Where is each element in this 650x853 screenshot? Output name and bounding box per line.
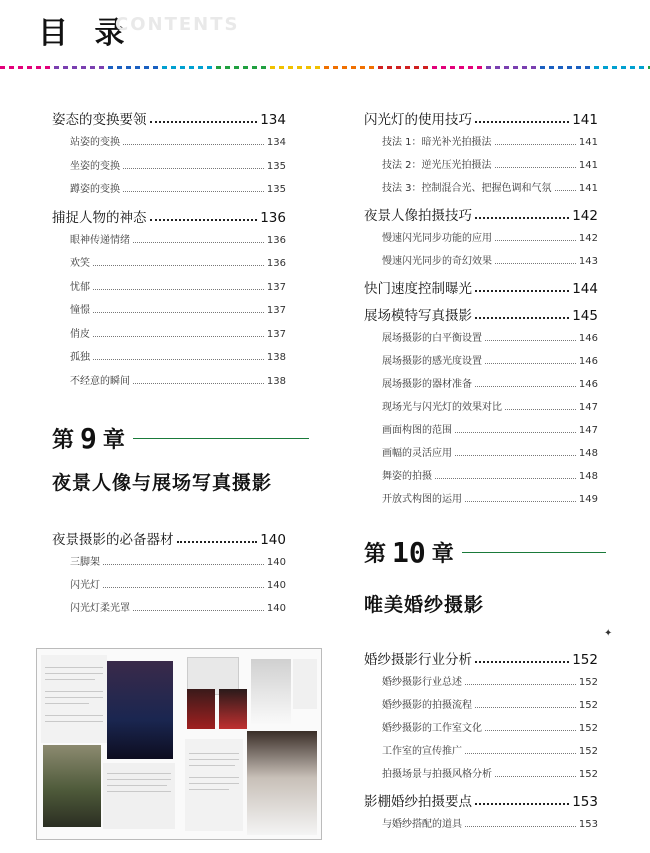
rainbow-dash <box>18 66 23 69</box>
page-number: 137 <box>266 281 286 293</box>
toc-subsection-entry <box>364 133 598 148</box>
toc-subsection-entry <box>52 231 286 246</box>
dot-leader <box>475 661 569 663</box>
rainbow-dash <box>630 66 635 69</box>
page-number: 141 <box>578 183 598 194</box>
toc-section-title: 婚纱摄影行业分析 <box>364 652 472 668</box>
chapter-10-number: 10 <box>392 536 426 569</box>
toc-subsection-entry <box>364 765 598 780</box>
toc-section-entry <box>364 790 598 810</box>
dot-leader <box>555 190 576 191</box>
toc-subsection-title: 慢速闪光同步功能的应用 <box>382 233 492 244</box>
toc-subsection-title: 闪光灯 <box>70 580 100 591</box>
toc-subsection-title: 站姿的变换 <box>70 137 120 148</box>
page-number: 145 <box>572 308 598 324</box>
dot-leader <box>485 730 576 731</box>
dot-leader <box>475 803 569 805</box>
page-number: 146 <box>578 333 598 344</box>
toc-subsection-title: 婚纱摄影的拍摄流程 <box>382 700 472 711</box>
rainbow-dash <box>621 66 626 69</box>
toc-subsection-entry <box>364 156 598 171</box>
page-number: 136 <box>266 234 286 246</box>
dot-leader <box>150 121 258 123</box>
page-number: 153 <box>572 794 598 810</box>
dot-leader <box>495 167 576 168</box>
rainbow-dash <box>36 66 41 69</box>
toc-subsection-entry <box>364 673 598 688</box>
toc-subsection-entry <box>52 301 286 316</box>
page-number: 152 <box>572 652 598 668</box>
page-number: 152 <box>578 769 598 780</box>
dot-leader <box>455 455 576 456</box>
page-number: 140 <box>266 580 286 591</box>
page-number: 144 <box>572 281 598 297</box>
dot-leader <box>495 144 576 145</box>
toc-subsection-entry <box>52 553 286 568</box>
dot-leader <box>123 144 264 145</box>
toc-section-entry <box>364 108 598 128</box>
toc-subsection-title: 憧憬 <box>70 305 90 316</box>
toc-subsection-entry <box>52 325 286 340</box>
page-number: 142 <box>572 208 598 224</box>
preview-photo-red-1 <box>187 689 215 729</box>
toc-subsection-title: 工作室的宣传推广 <box>382 746 462 757</box>
toc-section-entry <box>364 277 598 297</box>
toc-subsection-title: 技法 2：逆光压光拍摄法 <box>382 160 492 171</box>
toc-subsection-title: 拍摄场景与拍摄风格分析 <box>382 769 492 780</box>
toc-subsection-entry <box>364 467 598 482</box>
toc-section-title: 闪光灯的使用技巧 <box>364 112 472 128</box>
toc-section-title: 捕捉人物的神态 <box>52 209 147 226</box>
rainbow-dash <box>612 66 617 69</box>
dot-leader <box>475 217 569 219</box>
toc-subsection-title: 展场摄影的器材准备 <box>382 379 472 390</box>
page-number: 134 <box>266 137 286 148</box>
toc-subsection-entry <box>364 719 598 734</box>
chapter-10-heading <box>364 536 606 569</box>
rainbow-dash <box>297 66 302 69</box>
page-number: 153 <box>578 819 598 830</box>
chapter-9-rule <box>133 438 309 439</box>
dot-leader <box>465 501 576 502</box>
toc-section-title: 夜景人像拍摄技巧 <box>364 208 472 224</box>
dot-leader <box>465 826 576 827</box>
dot-leader <box>475 386 576 387</box>
dot-leader <box>475 317 569 319</box>
chapter-9-title: 夜景人像与展场写真摄影 <box>52 472 273 494</box>
page-number: 138 <box>266 375 286 387</box>
dot-leader <box>133 610 264 611</box>
rainbow-dash <box>639 66 644 69</box>
rainbow-dash <box>333 66 338 69</box>
dot-leader <box>123 168 264 169</box>
toc-subsection-entry <box>52 372 286 387</box>
page-number: 141 <box>572 112 598 128</box>
dot-leader <box>485 363 576 364</box>
toc-subsection-entry <box>52 133 286 148</box>
page-number: 138 <box>266 352 286 363</box>
rainbow-dash <box>324 66 329 69</box>
toc-subsection-title: 开放式构图的运用 <box>382 494 462 505</box>
dot-leader <box>123 191 264 192</box>
rainbow-dash <box>315 66 320 69</box>
toc-subsection-entry <box>364 352 598 367</box>
dot-leader <box>93 265 264 266</box>
dot-leader <box>93 289 264 290</box>
dot-leader <box>465 753 576 754</box>
chapter-10-title: 唯美婚纱摄影 <box>364 594 485 616</box>
toc-subsection-title: 不经意的瞬间 <box>70 375 130 387</box>
rainbow-dash <box>45 66 50 69</box>
dot-leader <box>455 432 576 433</box>
toc-subsection-title: 蹲姿的变换 <box>70 184 120 195</box>
toc-subsection-title: 婚纱摄影行业总述 <box>382 677 462 688</box>
preview-text-block-3 <box>293 659 317 709</box>
dot-leader <box>93 359 264 360</box>
toc-subsection-title: 技法 3：控制混合光、把握色调和气氛 <box>382 183 552 194</box>
toc-subsection-entry <box>364 696 598 711</box>
rainbow-dash <box>9 66 14 69</box>
dot-leader <box>133 242 264 243</box>
toc-section-title: 展场模特写真摄影 <box>364 308 472 324</box>
toc-subsection-title: 展场摄影的白平衡设置 <box>382 333 482 344</box>
dot-leader <box>103 564 264 565</box>
toc-subsection-title: 忧郁 <box>70 281 90 293</box>
toc-subsection-entry <box>364 398 598 413</box>
toc-subsection-title: 舞姿的拍摄 <box>382 471 432 482</box>
header-ghost-text: CONTENTS <box>115 14 240 35</box>
page-number: 146 <box>578 356 598 367</box>
toc-subsection-entry <box>52 278 286 293</box>
dot-leader <box>133 383 264 384</box>
toc-subsection-entry <box>364 421 598 436</box>
toc-subsection-title: 眼神传递情绪 <box>70 234 130 246</box>
chapter-9-zhang: 章 <box>102 428 125 453</box>
chapter-10-zhang: 章 <box>431 542 454 567</box>
page-number: 146 <box>578 379 598 390</box>
page-number: 142 <box>578 233 598 244</box>
dot-leader <box>435 478 576 479</box>
toc-subsection-title: 慢速闪光同步的奇幻效果 <box>382 256 492 267</box>
toc-subsection-entry <box>364 329 598 344</box>
dot-leader <box>93 336 264 337</box>
page-number: 140 <box>266 557 286 568</box>
rainbow-dash <box>0 66 5 69</box>
dot-leader <box>103 587 264 588</box>
book-spread-preview-image <box>36 648 322 840</box>
dot-leader <box>93 312 264 313</box>
toc-subsection-title: 三脚架 <box>70 557 100 568</box>
toc-subsection-entry <box>52 348 286 363</box>
toc-subsection-title: 坐姿的变换 <box>70 160 120 172</box>
preview-photo-white-dress <box>251 659 291 725</box>
toc-subsection-entry <box>364 375 598 390</box>
toc-subsection-entry <box>364 742 598 757</box>
toc-section-title: 影棚婚纱拍摄要点 <box>364 794 472 810</box>
toc-subsection-entry <box>364 179 598 194</box>
toc-subsection-title: 俏皮 <box>70 328 90 340</box>
page-number: 147 <box>578 425 598 436</box>
rainbow-dash <box>27 66 32 69</box>
toc-subsection-entry <box>52 157 286 172</box>
page-number: 148 <box>578 471 598 482</box>
rainbow-dash <box>288 66 293 69</box>
chapter-9-number: 9 <box>80 422 97 455</box>
toc-subsection-entry <box>364 229 598 244</box>
page-number: 141 <box>578 137 598 148</box>
page-number: 140 <box>266 603 286 614</box>
toc-subsection-title: 婚纱摄影的工作室文化 <box>382 723 482 734</box>
toc-section-entry <box>52 206 286 226</box>
toc-subsection-title: 与婚纱搭配的道具 <box>382 819 462 830</box>
toc-subsection-title: 技法 1：暗光补光拍摄法 <box>382 137 492 148</box>
dot-leader <box>475 707 576 708</box>
page-number: 152 <box>578 677 598 688</box>
dot-leader <box>465 684 576 685</box>
dot-leader <box>150 219 258 221</box>
rainbow-dash <box>342 66 347 69</box>
page-number: 152 <box>578 700 598 711</box>
page-number: 137 <box>266 328 286 340</box>
chapter-9-di: 第 <box>52 428 75 453</box>
page-number: 149 <box>578 494 598 505</box>
toc-right-column <box>364 0 598 853</box>
page-number: 143 <box>578 256 598 267</box>
toc-section-title: 快门速度控制曝光 <box>364 281 472 297</box>
dot-leader <box>495 240 576 241</box>
page-number: 137 <box>266 305 286 316</box>
chapter-10-rule <box>462 552 606 553</box>
page-number: 136 <box>266 258 286 269</box>
toc-section-entry <box>364 304 598 324</box>
preview-photo-model-blue <box>107 661 173 759</box>
toc-subsection-title: 画面构图的范围 <box>382 425 452 436</box>
page-number: 135 <box>266 184 286 195</box>
toc-section-title: 夜景摄影的必备器材 <box>52 532 174 548</box>
toc-section-title: 姿态的变换要领 <box>52 112 147 128</box>
page-number: 152 <box>578 746 598 757</box>
page-number: 134 <box>260 112 286 128</box>
toc-section-entry <box>52 108 286 128</box>
preview-photo-bride <box>247 731 317 835</box>
toc-subsection-entry <box>364 444 598 459</box>
toc-subsection-title: 展场摄影的感光度设置 <box>382 356 482 367</box>
dot-leader <box>475 121 569 123</box>
stray-mark: ✦ <box>604 628 613 639</box>
page-title: 目 录 <box>38 16 133 51</box>
dot-leader <box>495 776 576 777</box>
dot-leader <box>177 541 258 543</box>
toc-subsection-entry <box>52 254 286 269</box>
preview-text-block <box>41 655 107 743</box>
toc-subsection-title: 欢笑 <box>70 258 90 269</box>
rainbow-dash <box>351 66 356 69</box>
toc-section-entry <box>52 528 286 548</box>
chapter-9-heading <box>52 422 309 455</box>
toc-section-entry <box>364 204 598 224</box>
page-number: 135 <box>266 160 286 172</box>
page-number: 147 <box>578 402 598 413</box>
dot-leader <box>505 409 576 410</box>
page-number: 140 <box>260 532 286 548</box>
toc-subsection-title: 画幅的灵活应用 <box>382 448 452 459</box>
toc-subsection-title: 闪光灯柔光罩 <box>70 603 130 614</box>
page-number: 136 <box>260 209 286 226</box>
toc-subsection-entry <box>52 576 286 591</box>
preview-photo-model-green <box>43 745 101 827</box>
toc-subsection-entry <box>364 252 598 267</box>
preview-photo-red-2 <box>219 689 247 729</box>
toc-subsection-entry <box>52 180 286 195</box>
toc-subsection-title: 孤独 <box>70 352 90 363</box>
rainbow-dash <box>603 66 608 69</box>
dot-leader <box>475 290 569 292</box>
rainbow-dash <box>306 66 311 69</box>
page-number: 148 <box>578 448 598 459</box>
toc-subsection-entry <box>364 490 598 505</box>
page-number: 141 <box>578 160 598 171</box>
toc-section-entry <box>364 648 598 668</box>
dot-leader <box>495 263 576 264</box>
toc-subsection-title: 现场光与闪光灯的效果对比 <box>382 402 502 413</box>
page-number: 152 <box>578 723 598 734</box>
chapter-10-di: 第 <box>364 542 387 567</box>
toc-subsection-entry <box>52 599 286 614</box>
dot-leader <box>485 340 576 341</box>
toc-subsection-entry <box>364 815 598 830</box>
